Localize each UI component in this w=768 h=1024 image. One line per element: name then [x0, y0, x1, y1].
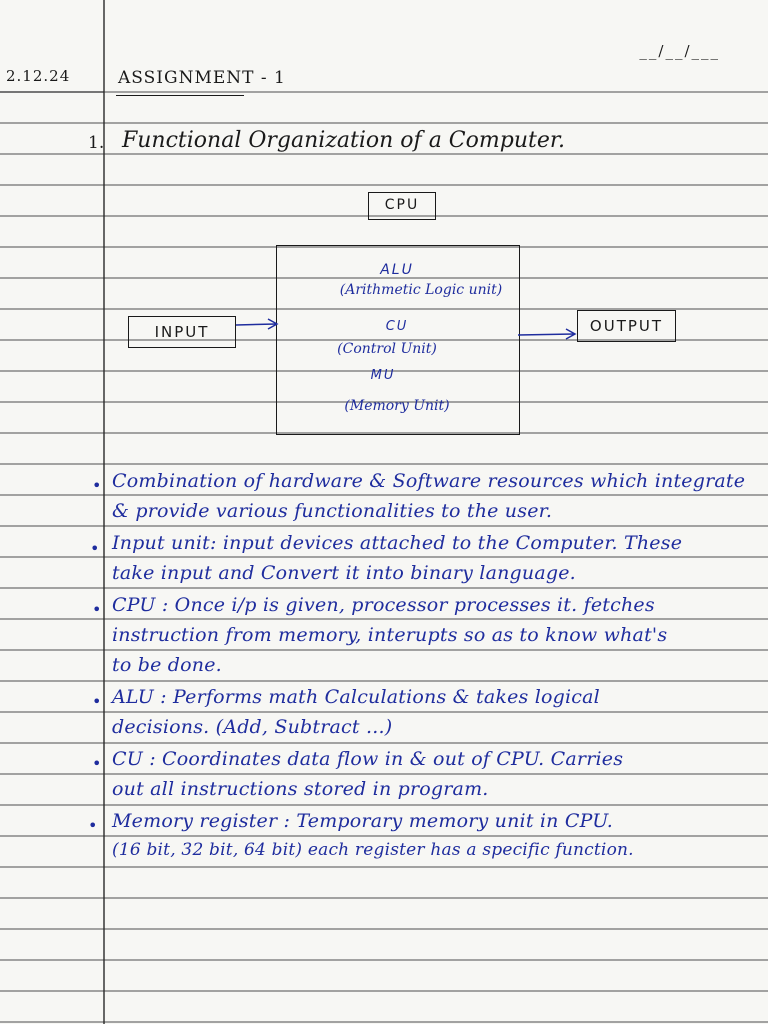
bullet-dot: • — [88, 816, 98, 835]
question-title: Functional Organization of a Computer. — [122, 128, 565, 153]
bullet-dot: • — [92, 600, 102, 619]
output-arrow — [518, 328, 578, 342]
bullet-dot: • — [90, 539, 100, 558]
note-line: to be done. — [112, 654, 222, 676]
note-line: CU : Coordinates data flow in & out of CPU. Carries — [112, 748, 624, 770]
mu-full-label: (Memory Unit) — [344, 398, 450, 414]
assignment-title: ASSIGNMENT - 1 — [118, 68, 286, 88]
note-line: CPU : Once i/p is given, processor processes it. fetches — [112, 594, 655, 616]
note-line: decisions. (Add, Subtract ...) — [112, 716, 393, 738]
bullet-dot: • — [92, 692, 102, 711]
bullet-dot: • — [92, 476, 102, 495]
note-line: Input unit: input devices attached to the Computer. These — [112, 532, 683, 554]
bullet-dot: • — [92, 754, 102, 773]
alu-full-label: (Arithmetic Logic unit) — [339, 282, 503, 298]
alu-label: ALU — [380, 262, 414, 278]
cpu-label: CPU — [384, 197, 420, 213]
note-line: & provide various functionalities to the user. — [112, 500, 553, 522]
note-line: instruction from memory, interupts so as to know what's — [112, 624, 668, 646]
note-line: out all instructions stored in program. — [112, 778, 489, 800]
note-line: Combination of hardware & Software resources which integrate — [112, 470, 746, 492]
note-line: (16 bit, 32 bit, 64 bit) each register has a specific function. — [112, 840, 634, 860]
input-arrow — [236, 318, 280, 332]
question-number: 1. — [88, 133, 105, 153]
note-line: take input and Convert it into binary language. — [112, 562, 576, 584]
date-text: 2.12.24 — [6, 67, 71, 85]
input-label: INPUT — [154, 323, 210, 341]
note-line: ALU : Performs math Calculations & takes logical — [112, 686, 600, 708]
mu-label: MU — [370, 368, 396, 383]
note-line: Memory register : Temporary memory unit in CPU. — [112, 810, 613, 832]
assignment-underline — [116, 95, 244, 96]
date-field: __/__/___ — [639, 42, 720, 60]
cu-label: CU — [385, 319, 409, 334]
output-label: OUTPUT — [589, 317, 664, 335]
cu-full-label: (Control Unit) — [337, 341, 437, 357]
